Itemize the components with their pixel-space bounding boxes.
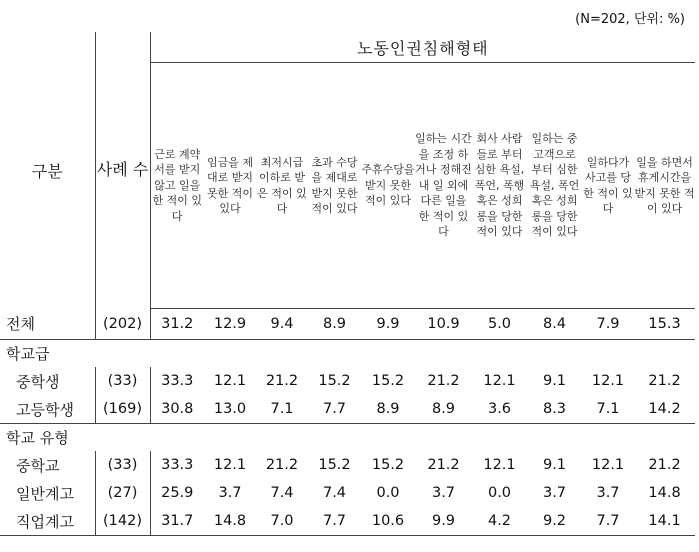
cell: 33.3 xyxy=(161,457,194,473)
cell: 10.6 xyxy=(361,507,415,536)
cell: 14.1 xyxy=(634,507,695,536)
cell: 30.8 xyxy=(150,395,204,424)
row-count: (27) xyxy=(95,479,150,507)
table-row xyxy=(0,479,695,507)
row-count: (169) xyxy=(95,395,150,424)
cell: 14.2 xyxy=(634,395,695,424)
cell: 13.0 xyxy=(204,395,256,424)
table-row xyxy=(0,507,695,536)
cell: 12.1 xyxy=(591,373,625,389)
section-school-type xyxy=(0,424,695,452)
row-count: (142) xyxy=(95,507,150,536)
cell: 9.9 xyxy=(415,507,472,536)
cell: 5.0 xyxy=(472,309,527,340)
cell: 15.2 xyxy=(371,373,405,389)
col-header-5: 주휴수당을 받지 못한 적이 있다 xyxy=(361,63,415,309)
row-count: (202) xyxy=(95,309,150,340)
cell: 7.7 xyxy=(308,507,361,536)
cell: 0.0 xyxy=(376,485,400,501)
cell: 8.4 xyxy=(527,309,582,340)
cell: 15.2 xyxy=(318,373,351,389)
col-header-1: 근로 계약서를 받지 않고 일을 한 적이 있다 xyxy=(150,63,204,309)
cell: 9.1 xyxy=(542,373,567,389)
cell: 8.3 xyxy=(527,395,582,424)
header-count: 사례 수 xyxy=(95,32,150,309)
col-header-10: 일을 하면서 휴게시간을 받지 못한 적이 있다 xyxy=(634,63,695,309)
section-label: 학교급 xyxy=(6,345,50,363)
cell: 9.1 xyxy=(542,457,567,473)
col-header-6: 일하는 시간을 조정 하거나 정해진 내 일 외에 다른 일을 한 적이 있다 xyxy=(415,63,472,309)
cell: 31.7 xyxy=(150,507,204,536)
cell: 3.7 xyxy=(218,485,242,501)
cell: 21.2 xyxy=(265,373,299,389)
unit-note: (N=202, 단위: %) xyxy=(575,12,685,27)
cell: 3.7 xyxy=(431,485,456,501)
cell: 7.1 xyxy=(256,395,308,424)
cell: 4.2 xyxy=(472,507,527,536)
cell: 7.7 xyxy=(582,507,634,536)
cell: 15.3 xyxy=(634,309,695,340)
cell: 21.2 xyxy=(265,457,299,473)
cell: 7.7 xyxy=(308,395,361,424)
col-header-4: 초과 수당을 제대로 받지 못한 적이 있다 xyxy=(308,63,361,309)
cell: 0.0 xyxy=(487,485,512,501)
cell: 12.1 xyxy=(483,373,516,389)
cell: 3.7 xyxy=(542,485,567,501)
cell: 15.2 xyxy=(371,457,405,473)
cell: 9.2 xyxy=(527,507,582,536)
col-header-7: 회사 사람들로 부터 심한 욕설, 폭언, 폭행 혹은 성희롱을 당한 적이 있다 xyxy=(472,63,527,309)
cell: 21.2 xyxy=(648,457,681,473)
cell: 9.9 xyxy=(361,309,415,340)
cell: 7.1 xyxy=(582,395,634,424)
cell: 8.9 xyxy=(308,309,361,340)
cell: 7.4 xyxy=(270,485,294,501)
cell: 12.1 xyxy=(213,457,247,473)
row-label: 일반계고 xyxy=(0,479,95,507)
col-header-3: 최저시급 이하로 받은 적이 있다 xyxy=(256,63,308,309)
row-count: (33) xyxy=(95,367,150,395)
table-row xyxy=(0,367,695,395)
cell: 15.2 xyxy=(318,457,351,473)
row-count: (33) xyxy=(95,451,150,479)
cell: 3.7 xyxy=(596,485,620,501)
row-label: 직업계고 xyxy=(0,507,95,536)
cell: 12.1 xyxy=(213,373,247,389)
col-header-9: 일하다가 사고를 당한 적이 있다 xyxy=(582,63,634,309)
row-label: 중학생 xyxy=(0,367,95,395)
cell: 12.1 xyxy=(483,457,516,473)
cell: 21.2 xyxy=(427,373,460,389)
cell: 7.4 xyxy=(322,485,347,501)
section-label: 학교 유형 xyxy=(6,429,69,447)
header-category: 구분 xyxy=(0,32,95,309)
cell: 31.2 xyxy=(150,309,204,340)
cell: 8.9 xyxy=(361,395,415,424)
cell: 33.3 xyxy=(161,373,194,389)
cell: 9.4 xyxy=(256,309,308,340)
cell: 25.9 xyxy=(161,485,194,501)
cell: 8.9 xyxy=(415,395,472,424)
row-total xyxy=(0,309,695,340)
header-group: 노동인권침해형태 xyxy=(150,32,695,63)
cell: 21.2 xyxy=(427,457,460,473)
cell: 12.1 xyxy=(591,457,625,473)
cell: 14.8 xyxy=(648,485,681,501)
table-row xyxy=(0,395,695,424)
row-label: 고등학생 xyxy=(0,395,95,424)
cell: 21.2 xyxy=(648,373,681,389)
cell: 3.6 xyxy=(472,395,527,424)
labor-rights-table xyxy=(0,32,695,536)
cell: 14.8 xyxy=(204,507,256,536)
cell: 7.0 xyxy=(256,507,308,536)
cell: 12.9 xyxy=(204,309,256,340)
row-label: 중학교 xyxy=(0,451,95,479)
table-row xyxy=(0,451,695,479)
cell: 7.9 xyxy=(582,309,634,340)
col-header-2: 임금을 제대로 받지 못한 적이 있다 xyxy=(204,63,256,309)
cell: 10.9 xyxy=(415,309,472,340)
col-header-8: 일하는 중 고객으로 부터 심한 욕설, 폭언 혹은 성희롱을 당한 적이 있다 xyxy=(527,63,582,309)
row-label: 전체 xyxy=(0,309,95,340)
section-school-level xyxy=(0,340,695,368)
